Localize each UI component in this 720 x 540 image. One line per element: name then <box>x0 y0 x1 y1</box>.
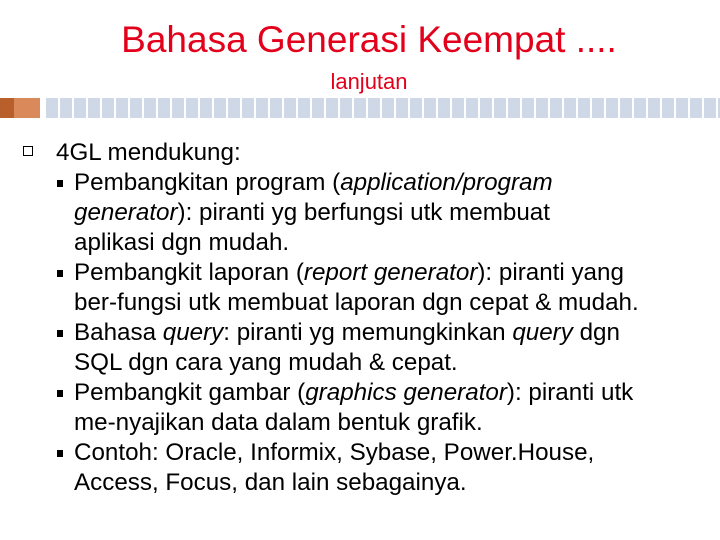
text-run: SQL dgn cara yang mudah & cepat. <box>74 349 458 376</box>
sub-bullet-item <box>0 378 720 438</box>
filled-square-bullet-icon <box>57 270 63 277</box>
hollow-square-bullet-icon <box>23 146 33 156</box>
filled-square-bullet-icon <box>57 330 63 337</box>
sub-bullet-item <box>0 168 720 258</box>
bullet-text-line <box>74 198 710 228</box>
slide-subtitle: lanjutan <box>330 69 408 94</box>
sub-bullet-list <box>0 168 720 498</box>
bullet-text-line <box>74 318 710 348</box>
bullet-text-line <box>74 378 710 408</box>
italic-term: query <box>512 319 573 346</box>
decorative-band-blue <box>46 98 720 118</box>
main-point-text: 4GL mendukung: <box>56 139 241 166</box>
text-run: ber-fungsi utk membuat laporan dgn cepat & mudah. <box>74 289 639 316</box>
italic-term: generator <box>74 199 178 226</box>
text-run: dgn <box>572 319 620 346</box>
text-run: me-nyajikan data dalam bentuk grafik. <box>74 409 483 436</box>
italic-term: graphics generator <box>305 379 507 406</box>
bullet-text-line <box>74 408 710 438</box>
main-bullet-point <box>0 138 720 168</box>
filled-square-bullet-icon <box>57 390 63 397</box>
bullet-text-line <box>74 438 710 468</box>
bullet-text-line <box>74 168 710 198</box>
italic-term: report generator <box>303 259 478 286</box>
text-run: Contoh: Oracle, Informix, Sybase, Power.House, <box>74 439 595 466</box>
text-run: Pembangkit gambar ( <box>74 379 306 406</box>
bullet-text-line <box>74 228 710 258</box>
sub-bullet-item <box>0 258 720 318</box>
slide-body <box>0 138 720 498</box>
text-run: ): piranti yg berfungsi utk membuat <box>177 199 550 226</box>
bullet-text-line <box>74 258 710 288</box>
text-run: : piranti yg memungkinkan <box>223 319 513 346</box>
text-run: ): piranti utk <box>506 379 634 406</box>
sub-bullet-item <box>0 318 720 378</box>
filled-square-bullet-icon <box>57 180 63 187</box>
text-run: aplikasi dgn mudah. <box>74 229 290 256</box>
text-run: Bahasa <box>74 319 163 346</box>
bullet-text-line <box>74 468 710 498</box>
text-run: ): piranti yang <box>477 259 624 286</box>
italic-term: query <box>162 319 224 346</box>
bullet-text-line <box>74 288 710 318</box>
italic-term: application/program <box>340 169 553 196</box>
bullet-text-line <box>74 348 710 378</box>
decorative-band-accent <box>0 98 14 118</box>
text-run: Pembangkit laporan ( <box>74 259 304 286</box>
slide-title: Bahasa Generasi Keempat .... <box>121 19 617 60</box>
text-run: Pembangkitan program ( <box>74 169 341 196</box>
filled-square-bullet-icon <box>57 450 63 457</box>
text-run: Access, Focus, dan lain sebagainya. <box>74 469 467 496</box>
sub-bullet-item <box>0 438 720 498</box>
